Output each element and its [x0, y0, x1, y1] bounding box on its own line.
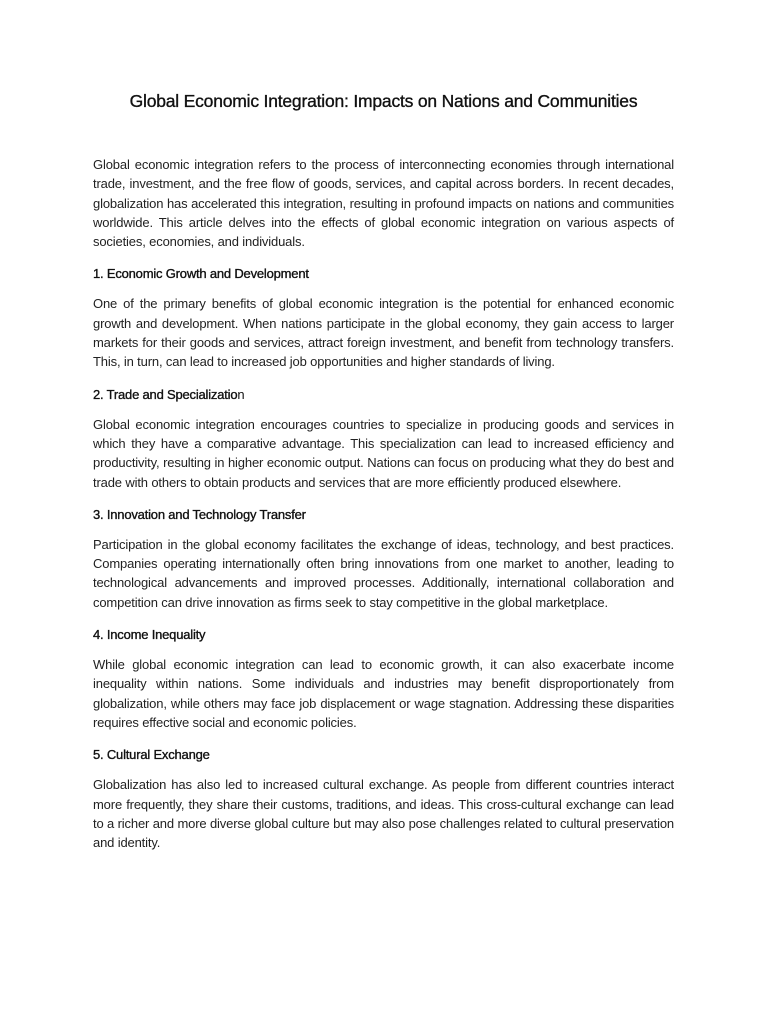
- section-heading-innovation: 3. Innovation and Technology Transfer: [93, 506, 306, 522]
- section-body-income-inequality: While global economic integration can lead to economic growth, it can also exacerbate income inequality within nations. Some individuals and industries may benefit disproportionately from globalization, while others may face job displacement or wage stagnation. Addressing these disparities requires effective social and economic policies.: [93, 657, 674, 730]
- section-heading-income-inequality: 4. Income Inequality: [93, 627, 206, 643]
- section-body-trade-specialization: Global economic integration encourages countries to specialize in producing goods and services in which they have a comparative advantage. This specialization can lead to increased efficiency and productivity, resulting in higher economic output. Nations can focus on producing what they do best and trade with others to obtain products and services that are more efficiently produced elsewhere.: [93, 416, 674, 490]
- section-heading-cultural-exchange: 5. Cultural Exchange: [93, 747, 210, 763]
- document-title: Global Economic Integration: Impacts on Nations and Communities: [129, 91, 638, 111]
- intro-paragraph: Global economic integration refers to the process of interconnecting economies through international trade, investment, and the free flow of goods, services, and capital across borders. In recent decades, globalization has accelerated this integration, resulting in profound impacts on nations and communities worldwide. This article delves into the effects of global economic integration on various aspects of societies, economies, and individuals.: [93, 157, 674, 250]
- section-heading-trade-specialization: 2. Trade and Specialization: [93, 386, 245, 402]
- section-heading-economic-growth: 1. Economic Growth and Development: [93, 266, 309, 282]
- section-body-cultural-exchange: Globalization has also led to increased cultural exchange. As people from different countries interact more frequently, they share their customs, traditions, and ideas. This cross-cultural exchange can lead to a richer and more diverse global culture but may also pose challenges related to cultural preservation and identity.: [93, 777, 674, 851]
- document-body: [93, 155, 674, 852]
- section-body-economic-growth: One of the primary benefits of global economic integration is the potential for enhanced economic growth and development. When nations participate in the global economy, they gain access to larger markets for their goods and services, attract foreign investment, and benefit from technology transfers. This, in turn, can lead to increased job opportunities and higher standards of living.: [93, 296, 674, 370]
- section-body-innovation: Participation in the global economy facilitates the exchange of ideas, technology, and best practices. Companies operating internationally often bring innovations from one market to another, leading to technological advancements and improved processes. Additionally, international collaboration and competition can drive innovation as firms seek to stay competitive in the global marketplace.: [93, 536, 674, 610]
